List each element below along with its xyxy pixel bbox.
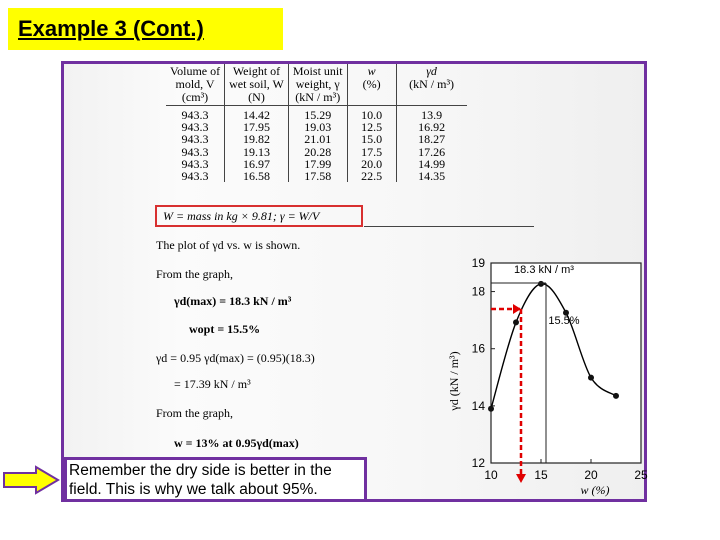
cell: 17.5 xyxy=(347,146,396,158)
cell: 943.3 xyxy=(166,133,225,145)
compaction-curve-chart xyxy=(364,239,646,501)
table-row xyxy=(166,170,467,182)
y-tick-label: 18 xyxy=(471,284,485,299)
cell: 20.28 xyxy=(288,146,347,158)
y-axis-label: γd (kN / m³) xyxy=(447,351,461,411)
cell: 19.82 xyxy=(225,133,289,145)
cell: 14.35 xyxy=(418,169,446,184)
table-row xyxy=(166,133,467,145)
target-arrowhead-down xyxy=(516,474,526,483)
weight-formula: W = mass in kg × 9.81; γ = W/V xyxy=(155,205,363,227)
header-wet-weight: Weight of wet soil, W (N) xyxy=(225,64,289,106)
table-row xyxy=(166,146,467,158)
y-tick-label: 14 xyxy=(471,398,485,413)
cell: 12.5 xyxy=(347,121,396,133)
x-tick-label: 20 xyxy=(584,468,598,482)
cell: 16.92 xyxy=(418,120,446,135)
cell: 20.0 xyxy=(347,158,396,170)
cell: 943.3 xyxy=(166,158,225,170)
slide-title: Example 3 (Cont.) xyxy=(8,8,283,50)
cell: 17.95 xyxy=(225,121,289,133)
from-graph-text: From the graph, xyxy=(156,267,233,281)
x-axis-label: w (%) xyxy=(580,483,610,497)
header-moist-unit-weight: Moist unit weight, γ (kN / m³) xyxy=(288,64,347,106)
cell: 19.13 xyxy=(225,146,289,158)
cell: 943.3 xyxy=(166,121,225,133)
callout-line-2: field. This is why we talk about 95%. xyxy=(69,481,318,498)
cell: 13.9 xyxy=(421,108,443,122)
ninety-five-percent-result: = 17.39 kN / m³ xyxy=(174,377,251,391)
arrow-right-icon xyxy=(2,465,60,495)
from-graph-text-2: From the graph, xyxy=(156,406,233,420)
ninety-five-percent-equation: γd = 0.95 γd(max) = (0.95)(18.3) xyxy=(156,351,315,365)
compaction-data-table xyxy=(166,64,467,182)
max-dry-unit-weight: γd(max) = 18.3 kN / m³ xyxy=(174,294,292,308)
scanned-page xyxy=(61,61,647,502)
header-volume: Volume of mold, V (cm³) xyxy=(166,64,225,106)
data-point xyxy=(613,393,619,399)
y-tick-label: 12 xyxy=(471,456,485,470)
data-point xyxy=(588,375,594,381)
cell: 18.27 xyxy=(418,132,446,147)
cell: 21.01 xyxy=(288,133,347,145)
cell: 943.3 xyxy=(166,170,225,182)
cell: 943.3 xyxy=(166,146,225,158)
header-water-content: w (%) xyxy=(347,64,396,106)
dry-side-callout xyxy=(64,457,367,502)
optimum-water-content: wopt = 15.5% xyxy=(189,322,261,336)
y-tick-label: 16 xyxy=(471,341,485,356)
data-point xyxy=(488,406,494,412)
cell: 17.58 xyxy=(288,170,347,182)
callout-line-1: Remember the dry side is better in the xyxy=(69,462,332,479)
x-tick-label: 15 xyxy=(534,468,548,482)
plot-area xyxy=(491,263,641,463)
cell: 19.03 xyxy=(288,121,347,133)
cell: 17.26 xyxy=(418,144,446,159)
cell: 22.5 xyxy=(347,170,396,182)
cell: 16.58 xyxy=(225,170,289,182)
data-point xyxy=(513,319,519,325)
header-dry-unit-weight: γd (kN / m³) xyxy=(396,64,467,106)
x-tick-label: 10 xyxy=(484,468,498,482)
table-bottom-rule xyxy=(364,226,534,227)
plot-description: The plot of γd vs. w is shown. xyxy=(156,238,301,252)
water-content-result: w = 13% at 0.95γd(max) xyxy=(174,436,299,450)
cell: 15.29 xyxy=(288,106,347,122)
x-tick-label: 25 xyxy=(634,468,648,482)
y-tick-label: 19 xyxy=(471,256,485,270)
peak-label: 18.3 kN / m³ xyxy=(514,264,574,276)
data-point xyxy=(538,281,544,287)
cell: 15.0 xyxy=(347,133,396,145)
cell: 14.99 xyxy=(418,156,446,171)
cell: 14.42 xyxy=(225,106,289,122)
cell: 16.97 xyxy=(225,158,289,170)
wopt-label: 15.5% xyxy=(548,315,580,327)
cell: 17.99 xyxy=(288,158,347,170)
cell: 943.3 xyxy=(166,106,225,122)
table-row xyxy=(166,106,467,122)
cell: 10.0 xyxy=(347,106,396,122)
